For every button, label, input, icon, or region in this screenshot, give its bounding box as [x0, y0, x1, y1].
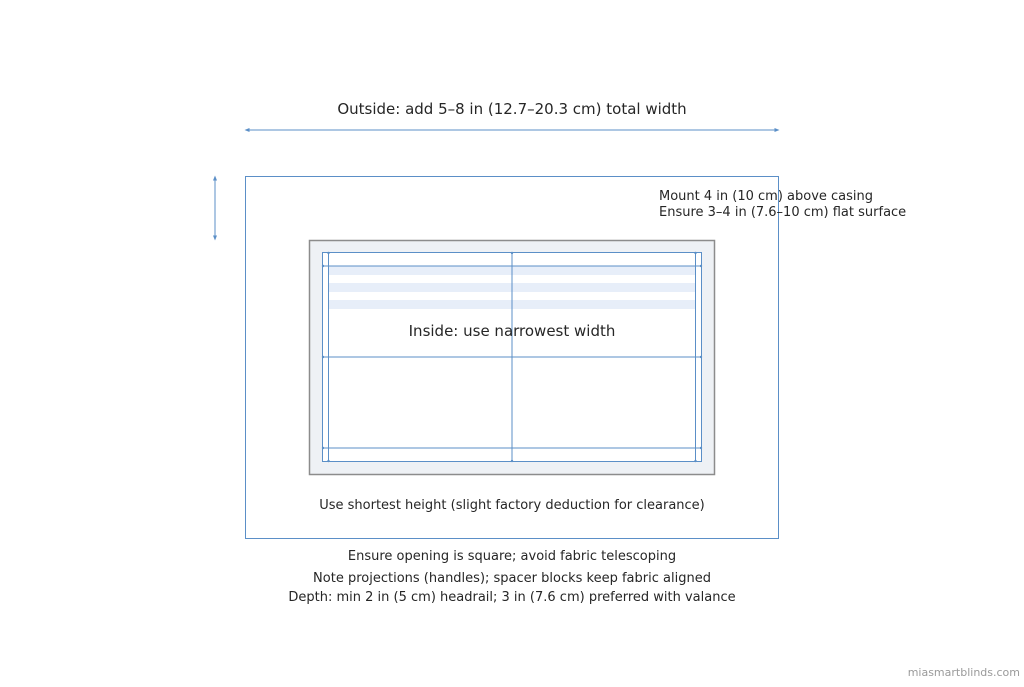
projections-note: Note projections (handles); spacer blocks keep fabric aligned	[313, 571, 711, 586]
inside-width-label: Inside: use narrowest width	[408, 322, 616, 340]
watermark: miasmartblinds.com	[907, 666, 1020, 679]
square-note: Ensure opening is square; avoid fabric telescoping	[347, 549, 677, 564]
shortest-height-label: Use shortest height (slight factory deduction for clearance)	[319, 498, 705, 513]
outside-width-label: Outside: add 5–8 in (12.7–20.3 cm) total width	[337, 100, 687, 118]
flat-surface-label: Ensure 3–4 in (7.6–10 cm) flat surface	[659, 205, 907, 220]
mount-above-label: Mount 4 in (10 cm) above casing	[659, 189, 874, 204]
depth-note: Depth: min 2 in (5 cm) headrail; 3 in (7.6 cm) preferred with valance	[288, 590, 736, 605]
